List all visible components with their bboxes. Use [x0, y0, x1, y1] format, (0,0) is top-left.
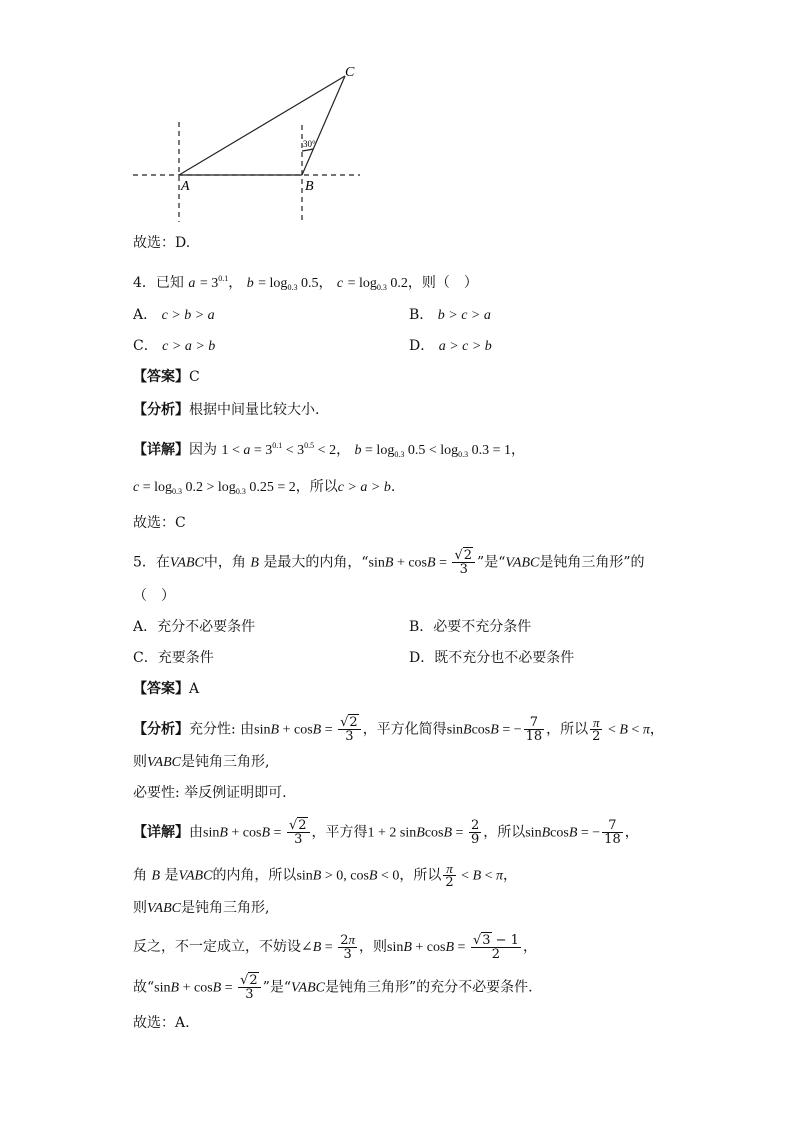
- q5-option-d: D．既不充分也不必要条件: [409, 650, 575, 666]
- angle-arc: [302, 149, 313, 151]
- q5-detail-3: 则VABC是钝角三角形,: [133, 900, 270, 916]
- label-b: B: [305, 179, 314, 194]
- label-angle: 30°: [303, 139, 316, 149]
- q5-analysis-1: 【分析】充分性: 由sinB + cosB = $\frac{√2}{3}$ ，平方化简得sinBcosB = − $\frac{7}{18}$ ，所以 $\frac{\pi}{2}$ < B < π，: [133, 715, 664, 744]
- q4-choice: 故选：C: [133, 515, 186, 531]
- q4-option-b: B． b > c > a: [409, 307, 491, 323]
- q4-option-d: D． a > c > b: [409, 338, 492, 354]
- q5-analysis-3: 必要性: 举反例证明即可.: [133, 785, 287, 801]
- q5-stem-paren: （ ）: [133, 588, 175, 604]
- q4-analysis: 【分析】根据中间量比较大小.: [133, 402, 320, 418]
- q5-detail-1: 【详解】由sinB + cosB = $\frac{√2}{3}$ ，平方得1 + 2 sinBcosB = $\frac{2}{9}$ ，所以sinBcosB = − $\frac{7}{18}$ ，: [133, 818, 639, 847]
- q5-analysis-2: 则VABC是钝角三角形,: [133, 754, 270, 770]
- triangle-figure: [0, 0, 794, 230]
- q4-detail-2: $c = \log_{0.3} 0.2 > \log_{0.3} 0.25 = 2$，所以c > a > b.: [133, 479, 396, 496]
- q5-option-b: B．必要不充分条件: [409, 619, 532, 635]
- label-c: C: [345, 65, 355, 80]
- q4-detail-1: 【详解】因为 $1 < a = 3^{0.1} < 3^{0.5} < 2$， $b = \log_{0.3} 0.5 < \log_{0.3} 0.3 = 1$，: [133, 441, 526, 459]
- q4-answer: 【答案】C: [133, 369, 200, 385]
- q4-option-c: C． c > a > b: [133, 338, 216, 354]
- q4-stem: 4．已知 $a = 3^{0.1}$， $b = \log_{0.3} 0.5$， $c = \log_{0.3} 0.2$，则（ ）: [133, 274, 478, 292]
- q5-choice: 故选：A.: [133, 1015, 190, 1031]
- segment-bc: [302, 76, 345, 175]
- q5-answer: 【答案】A: [133, 681, 200, 697]
- segment-ac: [179, 76, 345, 175]
- q5-stem: 5．在VABC中，角 B 是最大的内角，“sinB + cosB = $\frac{√2}{3}$ ”是“VABC是钝角三角形”的: [133, 548, 645, 577]
- q5-detail-5: 故“sinB + cosB = $\frac{√2}{3}$ ”是“VABC是钝角三角形”的充分不必要条件.: [133, 973, 533, 1002]
- q5-option-a: A．充分不必要条件: [133, 619, 256, 635]
- q3-choice: 故选：D.: [133, 235, 191, 251]
- label-a: A: [181, 179, 190, 194]
- q5-detail-4: 反之，不一定成立，不妨设∠B = $\frac{2\pi}{3}$ ，则sinB + cosB = $\frac{√3 - 1}{2}$ ，: [133, 932, 537, 962]
- q4-option-a: A． c > b > a: [133, 307, 215, 323]
- q5-option-c: C．充要条件: [133, 650, 214, 666]
- q5-detail-2: 角 B 是VABC的内角，所以sinB > 0, cosB < 0，所以 $\frac{\pi}{2}$ < B < π，: [133, 861, 518, 890]
